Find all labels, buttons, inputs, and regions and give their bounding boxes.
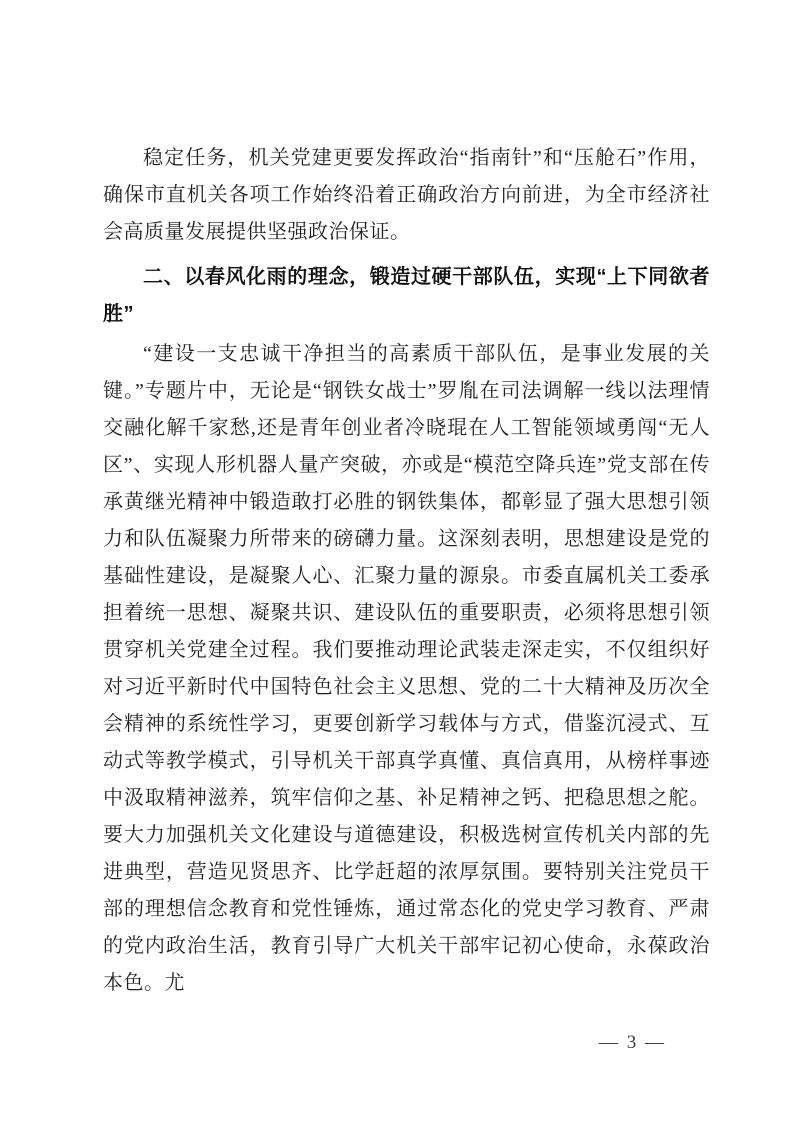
paragraph-continued-from-previous-page: 稳定任务，机关党建更要发挥政治“指南针”和“压舱石”作用，确保市直机关各项工作始终沿着正确政治方向前进，为全市经济社会高质量发展提供坚强政治保证。 bbox=[103, 147, 710, 243]
document-body bbox=[103, 140, 710, 1002]
page-number: — 3 — bbox=[599, 1032, 666, 1053]
paragraph-body: “建设一支忠诚干净担当的高素质干部队伍，是事业发展的关键。”专题片中，无论是“钢铁女战士”罗胤在司法调解一线以法理情交融化解千家愁,还是青年创业者冷晓琨在人工智能领域勇闯“无人区”、实现人形机器人量产突破，亦或是“模范空降兵连”党支部在传承黄继光精神中锻造敢打必胜的钢铁集体，都彰显了强大思想引领力和队伍凝聚力所带来的磅礴力量。这深刻表明，思想建设是党的基础性建设，是凝聚人心、汇聚力量的源泉。市委直属机关工委承担着统一思想、凝聚共识、建设队伍的重要职责，必须将思想引领贯穿机关党建全过程。我们要推动理论武装走深走实，不仅组织好对习近平新时代中国特色社会主义思想、党的二十大精神及历次全会精神的系统性学习，更要创新学习载体与方式，借鉴沉浸式、互动式等教学模式，引导机关干部真学真懂、真信真用，从榜样事迹中汲取精神滋养，筑牢信仰之基、补足精神之钙、把稳思想之舵。要大力加强机关文化建设与道德建设，积极选树宣传机关内部的先进典型，营造见贤思齐、比学赶超的浓厚氛围。要特别关注党员干部的理想信念教育和党性锤炼，通过常态化的党史学习教育、严肃的党内政治生活，教育引导广大机关干部牢记初心使命，永葆政治本色。尤 bbox=[103, 343, 710, 994]
section-heading: 二、以春风化雨的理念，锻造过硬干部队伍，实现“上下同欲者胜” bbox=[103, 266, 710, 325]
